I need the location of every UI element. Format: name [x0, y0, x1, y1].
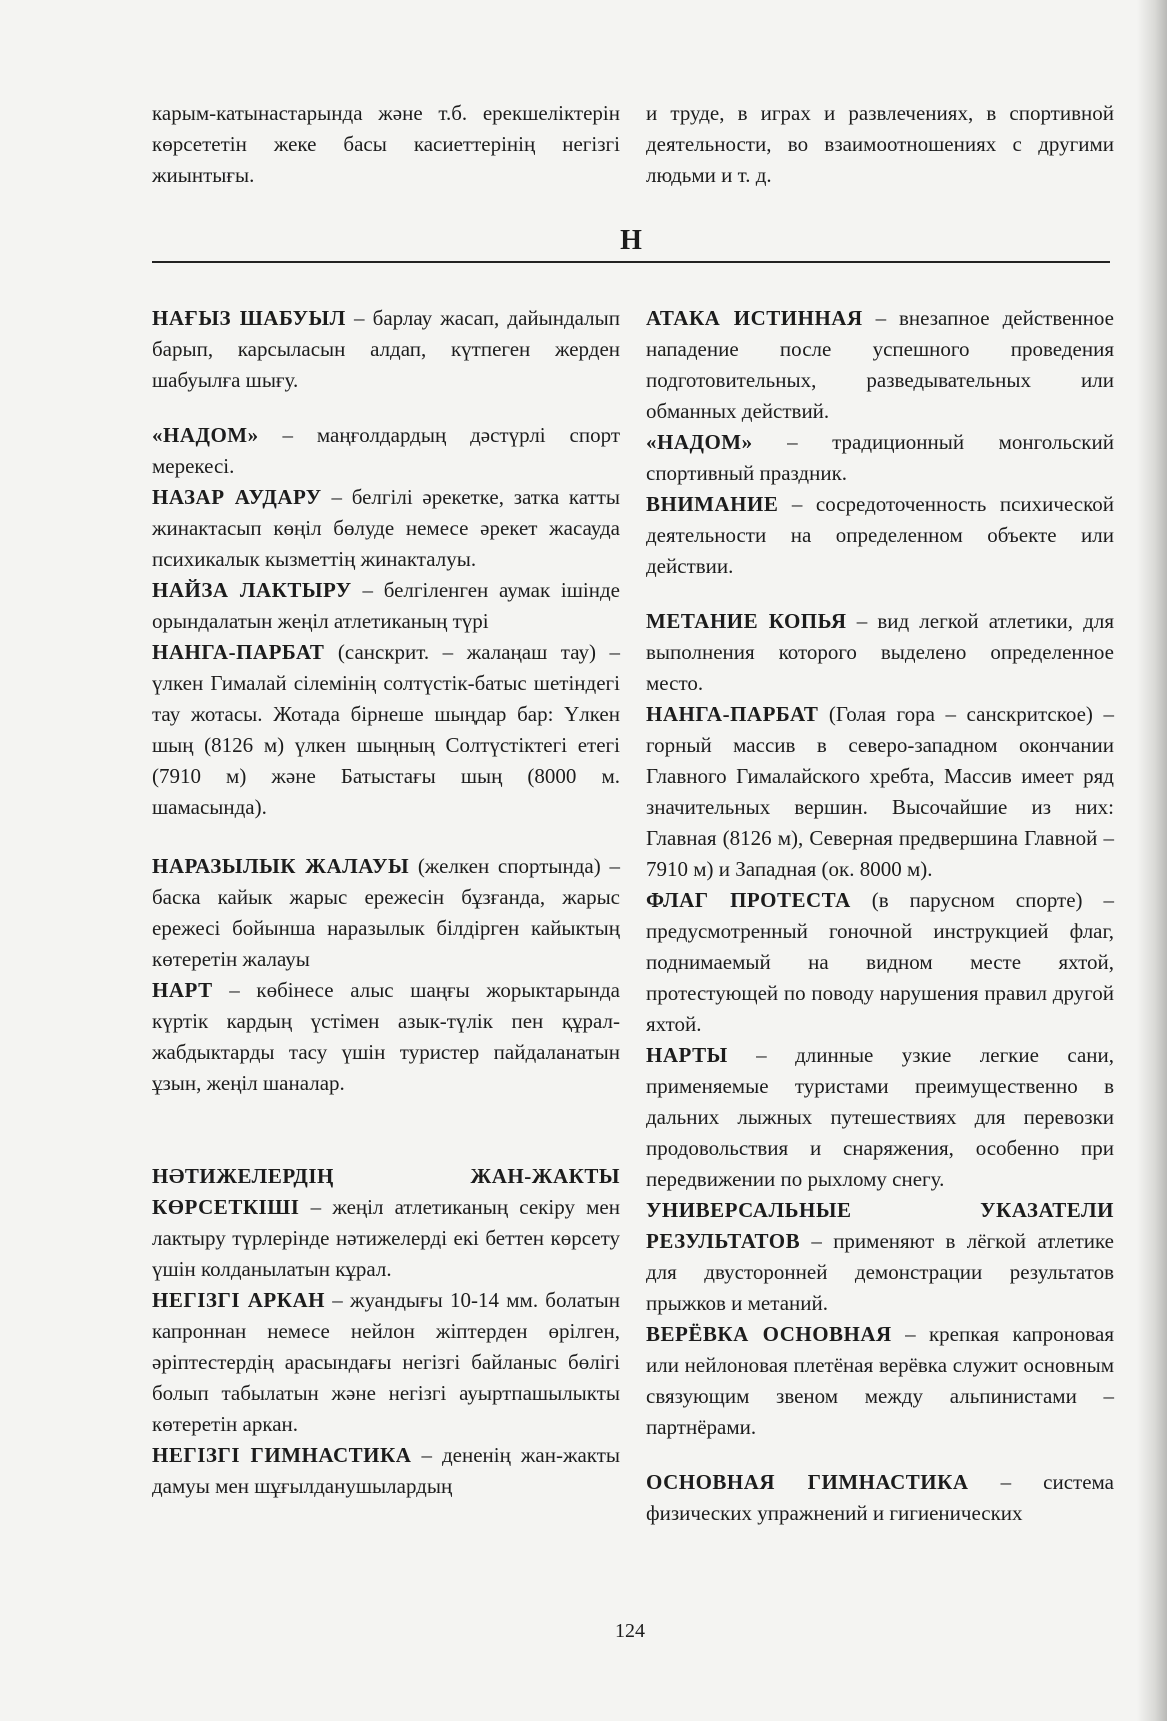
entry-text: (желкен спортында) – баска кайык жарыс ережесін бұзғанда, жарыс ережесі бойынша наразылык білдірген кайыктың көтеретін жалауы	[152, 854, 620, 971]
entry-term: АТАКА ИСТИННАЯ	[646, 306, 863, 330]
entry-text: – применяют в лёгкой атлетике для двусторонней демонстрации результатов прыжков и метаний.	[646, 1229, 1114, 1315]
entry	[152, 1440, 620, 1502]
entry-text: – жеңіл атлетиканың секіру мен лактыру түрлерінде нәтижелерді екі беттен көрсету үшін колданылатын кұрал.	[152, 1195, 620, 1281]
entry	[646, 1195, 1114, 1319]
left-top-continuation: карым-катынастарында және т.б. ерекшеліктерін көрсететін жеке басы касиеттерінің негізгі жиынтығы.	[152, 101, 620, 187]
entry-text: – көбінесе алыс шаңғы жорыктарында күртік кардың үстімен азык-түлік пен құрал-жабдыктарды тасу үшін туристер пайдаланатын ұзын, жеңіл шаналар.	[152, 978, 620, 1095]
page-number: 124	[615, 1620, 645, 1642]
entry-term: НАЗАР АУДАРУ	[152, 485, 322, 509]
entry-text: – дененің жан-жакты дамуы мен шұғылданушылардың	[152, 1443, 620, 1498]
entry-term: ОСНОВНАЯ ГИМНАСТИКА	[646, 1470, 969, 1494]
entry-text: – белгілі әрекетке, затка катты жинактасып көңіл бөлуде немесе әрекет жасауда психикалык кызметтің жинакталуы.	[152, 485, 621, 571]
right-top-continuation: и труде, в играх и развлечениях, в спортивной деятельности, во взаимоотношениях с другими людьми и т. д.	[646, 101, 1114, 187]
entry-term: ВЕРЁВКА ОСНОВНАЯ	[646, 1322, 892, 1346]
entry-text: (в парусном спорте) – предусмотренный гоночной инструкцией флаг, поднимаемый на видном месте яхтой, протестующей по поводу нарушения правил другой яхтой.	[646, 888, 1114, 1036]
page-edge-shadow	[1137, 0, 1167, 1721]
entry	[152, 975, 620, 1099]
entry	[646, 303, 1114, 427]
entry-text: – вид легкой атлетики, для выполнения которого выделено определенное место.	[646, 609, 1114, 695]
entry-text: – сосредоточенность психической деятельности на определенном объекте или действии.	[646, 492, 1114, 578]
entry	[152, 1161, 620, 1285]
entry-term: «НАДОМ»	[646, 430, 753, 454]
entry-text: – внезапное действенное нападение после успешного проведения подготовительных, разведывательных или обманных действий.	[646, 306, 1114, 423]
entry	[152, 1285, 620, 1440]
entry-term: ФЛАГ ПРОТЕСТА	[646, 888, 851, 912]
entry-text: – традиционный монгольский спортивный праздник.	[646, 430, 1114, 485]
entry	[646, 1467, 1114, 1529]
entry-term: ВНИМАНИЕ	[646, 492, 779, 516]
entry-term: НАРТЫ	[646, 1043, 728, 1067]
left-column-kazakh	[152, 303, 620, 1502]
section-rule	[152, 261, 1110, 263]
entry-term: НАНГА-ПАРБАТ	[152, 640, 325, 664]
entry	[646, 1040, 1114, 1195]
entry-term: НАНГА-ПАРБАТ	[646, 702, 819, 726]
entry	[646, 489, 1114, 582]
entry	[646, 699, 1114, 885]
entry-text: (Голая гора – санскритское) – горный массив в северо-западном окончании Главного Гималайского хребта, Массив имеет ряд значительных вершин. Высочайшие из них: Главная (8126 м), Северная предвершина Главной – 7910 м) и Западная (ок. 8000 м).	[646, 702, 1114, 881]
entry-text: – белгіленген аумак ішінде орындалатын жеңіл атлетиканың түрі	[152, 578, 621, 633]
entry-term: «НАДОМ»	[152, 423, 259, 447]
entry-text: – крепкая капроновая или нейлоновая плетёная верёвка служит основным связующим звеном между альпинистами – партнёрами.	[646, 1322, 1114, 1439]
entry-text: (санскрит. – жалаңаш тау) – үлкен Гималай сілемінің солтүстік-батыс шетіндегі тау жотасы. Жотада бірнеше шыңдар бар: Үлкен шың (8126 м) үлкен шыңның Солтүстіктегі етегі (7910 м) және Батыстағы шың (8000 м. шамасында).	[152, 640, 620, 819]
section-letter: Н	[620, 225, 642, 256]
entry-term: НАРТ	[152, 978, 213, 1002]
entry-text: – длинные узкие легкие сани, применяемые туристами преимущественно в дальних лыжных путешествиях для перевозки продовольствия и снаряжения, особенно при передвижении по рыхлому снегу.	[646, 1043, 1114, 1191]
entry-term: МЕТАНИЕ КОПЬЯ	[646, 609, 847, 633]
entry-text: – система физических упражнений и гигиенических	[646, 1470, 1114, 1525]
entry	[152, 420, 620, 482]
entry	[152, 851, 620, 975]
entry-term: УНИВЕРСАЛЬНЫЕ УКАЗАТЕЛИ РЕЗУЛЬТАТОВ	[646, 1198, 1114, 1253]
entry	[152, 303, 620, 396]
entry	[646, 885, 1114, 1040]
entry-text: – жуандығы 10-14 мм. болатын капроннан немесе нейлон жіптерден өрілген, әріптестердің арасындағы негізгі байланыс бөлігі болып табылатын және негізгі ауыртпашылыкты көтеретін аркан.	[152, 1288, 620, 1436]
entry-term: НАЙЗА ЛАКТЫРУ	[152, 578, 352, 602]
entry	[152, 637, 620, 823]
entry-term: НАРАЗЫЛЫК ЖАЛАУЫ	[152, 854, 410, 878]
entry-text: – маңғолдардың дәстүрлі спорт мерекесі.	[152, 423, 620, 478]
entry-text: – барлау жасап, дайындалып барып, карсыласын алдап, күтпеген жерден шабуылға шығу.	[152, 306, 620, 392]
entry	[646, 606, 1114, 699]
entry-term: НАҒЫЗ ШАБУЫЛ	[152, 306, 346, 330]
entry	[646, 427, 1114, 489]
entry-term: НЕГІЗГІ ГИМНАСТИКА	[152, 1443, 412, 1467]
entry	[646, 1319, 1114, 1443]
entry	[152, 575, 620, 637]
entry-term: НЕГІЗГІ АРКАН	[152, 1288, 325, 1312]
entry-term: НӘТИЖЕЛЕРДІҢ ЖАН-ЖАКТЫ КӨРСЕТКІШІ	[152, 1164, 620, 1219]
right-column-russian	[646, 303, 1114, 1529]
entry	[152, 482, 620, 575]
